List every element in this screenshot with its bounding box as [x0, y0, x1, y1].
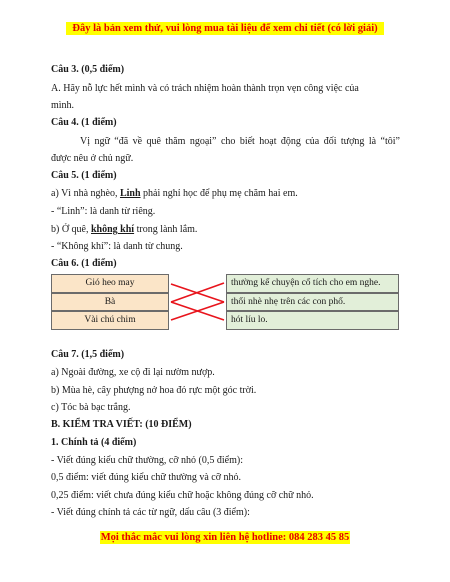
- q5-b-sentence: [51, 224, 197, 236]
- q5-a-post: phải nghỉ học để phụ mẹ chăm hai em.: [140, 188, 298, 199]
- q5-b-highlight: không khí: [91, 224, 135, 235]
- q4-word: tượng: [340, 136, 365, 147]
- q4-word: cho: [220, 136, 236, 147]
- q5-b-note: - “Không khí”: là danh từ chung.: [51, 241, 183, 252]
- q3-title: Câu 3. (0,5 điểm): [51, 64, 125, 75]
- q4-word: động: [280, 136, 301, 147]
- q4-word: “tôi”: [380, 136, 400, 147]
- q4-word: hoạt: [259, 136, 277, 147]
- match-lines: [169, 274, 226, 330]
- q4-word: Vị: [80, 136, 90, 147]
- q4-word: ngữ: [94, 136, 110, 147]
- q7-a: a) Ngoài đường, xe cộ đi lại nườm nượp.: [51, 367, 215, 378]
- q5-a-highlight: Linh: [119, 188, 141, 199]
- chinh-ta-line2: 0,5 điểm: viết đúng kiểu chữ thường và cỡ nhỏ.: [51, 472, 241, 483]
- chinh-ta-line4: - Viết đúng chính tả các từ ngữ, dấu câu (3 điểm):: [51, 507, 250, 518]
- q5-b-pre: b) Ở quê,: [51, 224, 91, 235]
- q4-word: quê: [146, 136, 161, 147]
- q4-word: của: [305, 136, 320, 147]
- q5-a-pre: a) Vì nhà nghèo,: [51, 188, 120, 199]
- q6-title: Câu 6. (1 điểm): [51, 258, 117, 269]
- q5-b-post: trong lành lắm.: [134, 224, 198, 235]
- q4-word: thăm: [165, 136, 186, 147]
- q4-word: “đã: [114, 136, 129, 147]
- matching-exercise: [51, 274, 399, 330]
- preview-banner: Đây là bản xem thử, vui lòng mua tài liệu để xem chi tiết (có lời giải): [66, 22, 384, 35]
- chinh-ta-title: 1. Chính tả (4 điểm): [51, 437, 137, 448]
- chinh-ta-line3: 0,25 điểm: viết chưa đúng kiểu chữ hoặc không đúng cỡ chữ nhỏ.: [51, 490, 314, 501]
- q4-word: ngoại”: [189, 136, 217, 147]
- q5-a-sentence: [51, 188, 298, 200]
- q4-word: biết: [239, 136, 255, 147]
- q4-answer-line2: được nêu ở chủ ngữ.: [51, 153, 134, 164]
- q4-title: Câu 4. (1 điểm): [51, 117, 117, 128]
- q5-a-note: - “Linh”: là danh từ riêng.: [51, 206, 156, 217]
- match-left-item: Gió heo may: [51, 274, 169, 293]
- q4-word: đối: [323, 136, 337, 147]
- match-right-item: thường kể chuyện cổ tích cho em nghe.: [226, 274, 399, 293]
- q5-title: Câu 5. (1 điểm): [51, 170, 117, 181]
- section-b-heading: B. KIỂM TRA VIẾT: (10 ĐIỂM): [51, 419, 192, 430]
- match-left-item: Vài chú chim: [51, 311, 169, 330]
- match-right-item: hót líu lo.: [226, 311, 399, 330]
- q3-answer-line1: A. Hãy nỗ lực hết mình và có trách nhiệm hoàn thành trọn vẹn công việc của: [51, 83, 359, 94]
- match-right-item: thổi nhè nhẹ trên các con phố.: [226, 293, 399, 312]
- match-left-item: Bà: [51, 293, 169, 312]
- q7-c: c) Tóc bà bạc trắng.: [51, 402, 131, 413]
- hotline-banner: Mọi thắc mắc vui lòng xin liên hệ hotline: 084 283 45 85: [100, 532, 350, 543]
- q4-answer-line1: [80, 136, 400, 148]
- q7-b: b) Mùa hè, cây phượng nở hoa đỏ rực một góc trời.: [51, 385, 257, 396]
- q4-word: về: [132, 136, 143, 147]
- q4-word: là: [368, 136, 377, 147]
- q7-title: Câu 7. (1,5 điểm): [51, 349, 125, 360]
- chinh-ta-line1: - Viết đúng kiểu chữ thường, cỡ nhỏ (0,5 điểm):: [51, 455, 243, 466]
- q3-answer-line2: mình.: [51, 100, 75, 111]
